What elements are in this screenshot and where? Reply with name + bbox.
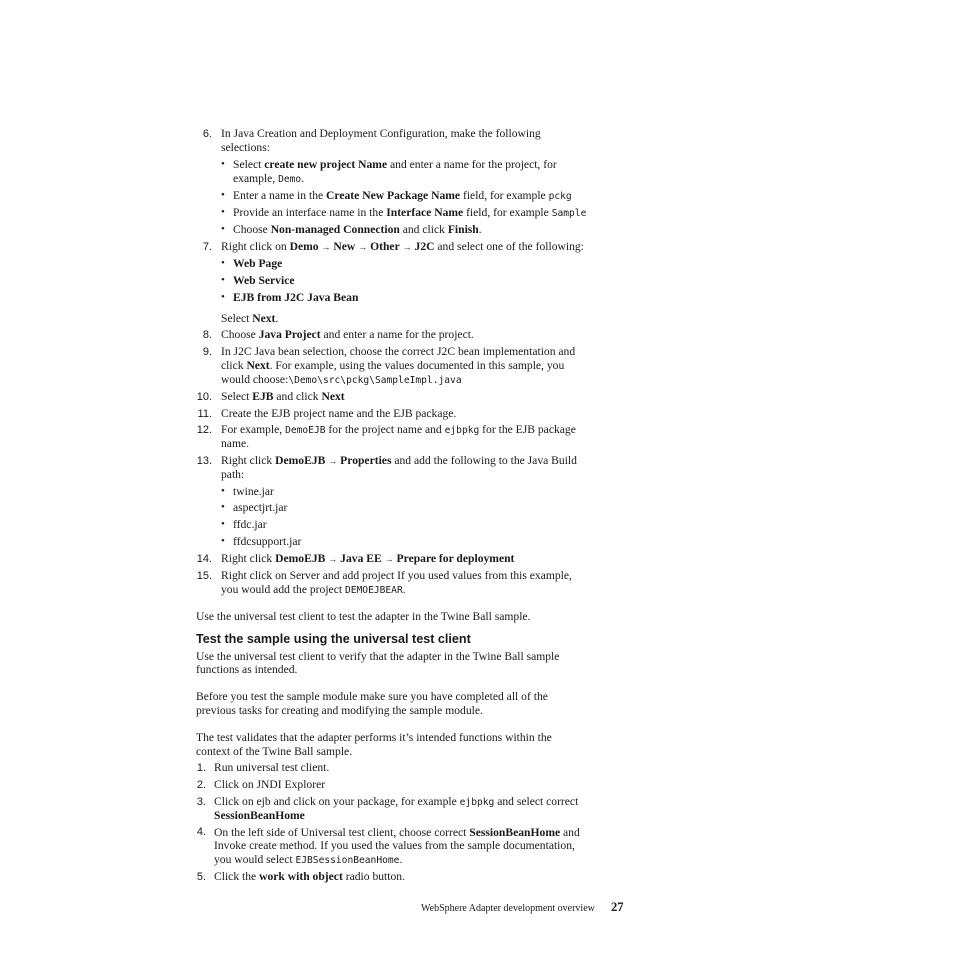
bullet-text: aspectjrt.jar: [233, 501, 288, 514]
bullet-icon: •: [221, 223, 225, 235]
arrow-icon: →: [358, 242, 368, 252]
bullet-icon: •: [221, 535, 225, 547]
bullet-text: EJB from J2C Java Bean: [233, 291, 359, 304]
bullet-icon: •: [221, 485, 225, 497]
step-text: you would select EJBSessionBeanHome.: [214, 853, 403, 866]
bullet-text: Web Service: [233, 274, 295, 287]
bullet-text: Choose Non-managed Connection and click Finish.: [233, 223, 482, 236]
step-text: Run universal test client.: [214, 761, 330, 774]
step-number: 13.: [196, 455, 212, 467]
bullet-text: Web Page: [233, 257, 283, 270]
step-text: Invoke create method. If you used the values from the sample documentation,: [214, 839, 575, 852]
step-number: 15.: [196, 570, 212, 582]
bullet-icon: •: [221, 206, 225, 218]
arrow-icon: →: [328, 554, 338, 564]
step-text: Click on ejb and click on your package, for example ejbpkg and select correct: [214, 795, 579, 808]
step-number: 2.: [196, 779, 206, 791]
step-text: click Next. For example, using the values documented in this sample, you: [221, 359, 565, 372]
step-text: In J2C Java bean selection, choose the correct J2C bean implementation and: [221, 345, 576, 358]
step-number: 12.: [196, 424, 212, 436]
paragraph: context of the Twine Ball sample.: [196, 745, 353, 758]
step-number: 9.: [202, 346, 212, 358]
paragraph: functions as intended.: [196, 663, 298, 676]
step-number: 7.: [202, 241, 212, 253]
step-text: On the left side of Universal test client, choose correct SessionBeanHome and: [214, 826, 580, 839]
section-heading: Test the sample using the universal test client: [196, 632, 471, 646]
step-text: For example, DemoEJB for the project name and ejbpkg for the EJB package: [221, 423, 576, 436]
step-text: Click on JNDI Explorer: [214, 778, 326, 791]
bullet-icon: •: [221, 291, 225, 303]
bullet-icon: •: [221, 501, 225, 513]
arrow-icon: →: [402, 242, 412, 252]
bullet-text: example, Demo.: [233, 172, 305, 185]
bullet-icon: •: [221, 189, 225, 201]
bullet-icon: •: [221, 274, 225, 286]
page-number: 27: [611, 900, 624, 914]
step-text: Select EJB and click Next: [221, 390, 345, 403]
step-text: Right click on Demo → New → Other → J2C and select one of the following:: [221, 240, 584, 253]
step-text: selections:: [221, 141, 270, 154]
step-number: 1.: [196, 762, 206, 774]
step-text: Right click DemoEJB → Java EE → Prepare for deployment: [221, 552, 515, 565]
step-number: 8.: [202, 329, 212, 341]
arrow-icon: →: [384, 554, 394, 564]
step-text: Select Next.: [221, 312, 279, 325]
step-text: Right click on Server and add project If you used values from this example,: [221, 569, 572, 582]
bullet-icon: •: [221, 257, 225, 269]
bullet-text: Select create new project Name and enter a name for the project, for: [233, 158, 557, 171]
arrow-icon: →: [321, 242, 331, 252]
bullet-icon: •: [221, 518, 225, 530]
step-number: 14.: [196, 553, 212, 565]
paragraph: Use the universal test client to test the adapter in the Twine Ball sample.: [196, 610, 531, 623]
bullet-text: Provide an interface name in the Interface Name field, for example Sample: [233, 206, 587, 219]
bullet-text: Enter a name in the Create New Package Name field, for example pckg: [233, 189, 572, 202]
bullet-text: ffdcsupport.jar: [233, 535, 302, 548]
step-text: you would add the project DEMOEJBEAR.: [221, 583, 406, 596]
step-text: Right click DemoEJB → Properties and add the following to the Java Build: [221, 454, 577, 467]
arrow-icon: →: [328, 456, 338, 466]
step-number: 4.: [196, 826, 206, 838]
step-text: path:: [221, 468, 245, 481]
step-text: SessionBeanHome: [214, 809, 305, 822]
paragraph: The test validates that the adapter performs it’s intended functions within the: [196, 731, 552, 744]
step-number: 6.: [202, 128, 212, 140]
step-text: name.: [221, 437, 250, 450]
step-number: 10.: [196, 391, 212, 403]
step-number: 11.: [197, 408, 212, 420]
step-number: 5.: [196, 871, 206, 883]
footer-title: WebSphere Adapter development overview: [421, 903, 595, 914]
paragraph: Use the universal test client to verify that the adapter in the Twine Ball sample: [196, 650, 560, 663]
step-text: In Java Creation and Deployment Configuration, make the following: [221, 127, 541, 140]
step-text: Click the work with object radio button.: [214, 870, 405, 883]
step-number: 3.: [196, 796, 206, 808]
bullet-text: ffdc.jar: [233, 518, 267, 531]
bullet-text: twine.jar: [233, 485, 274, 498]
step-text: would choose:\Demo\src\pckg\SampleImpl.java: [221, 373, 462, 386]
paragraph: Before you test the sample module make sure you have completed all of the: [196, 690, 548, 703]
paragraph: previous tasks for creating and modifying the sample module.: [196, 704, 483, 717]
step-text: Create the EJB project name and the EJB package.: [221, 407, 457, 420]
bullet-icon: •: [221, 158, 225, 170]
step-text: Choose Java Project and enter a name for the project.: [221, 328, 474, 341]
